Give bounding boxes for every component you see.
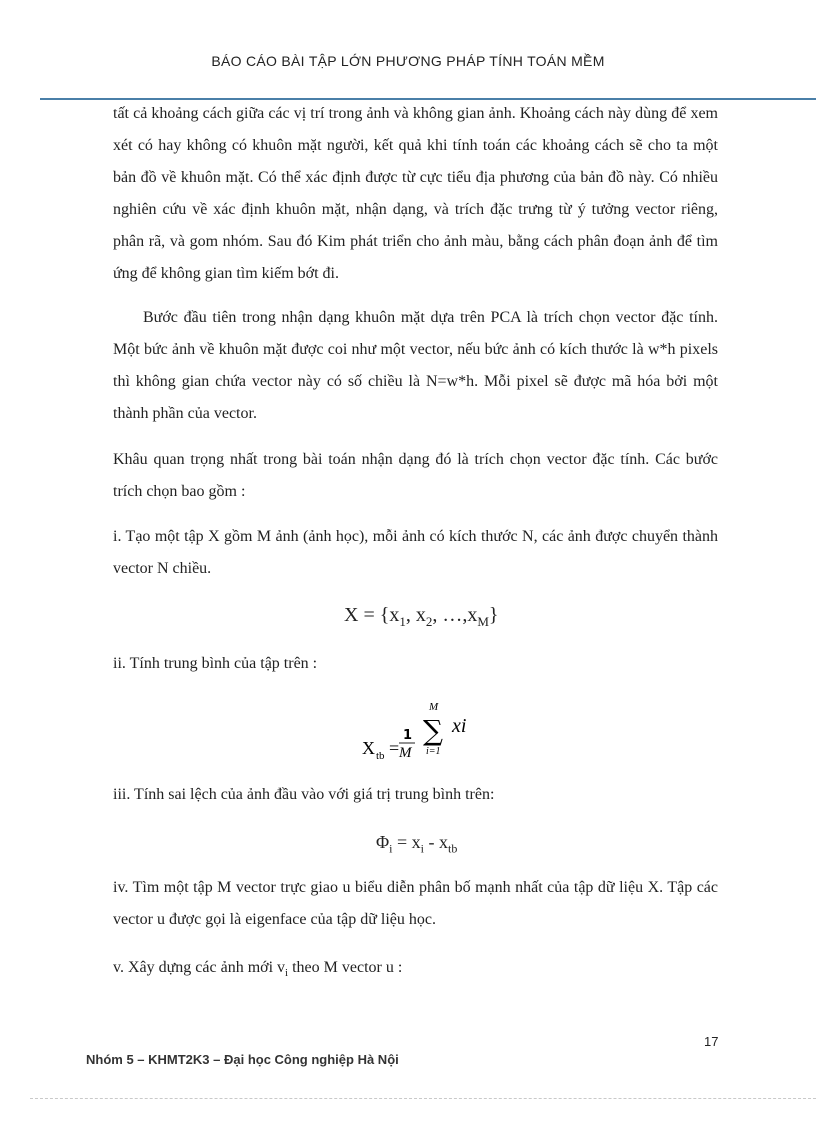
- paragraph-distance-map: tất cả khoảng cách giữa các vị trí trong ảnh và không gian ảnh. Khoảng cách này dùng để xem xét có hay không có khuôn mặt người, kết quả khi tính toán các khoảng cách sẽ cho ta một bản đồ về khuôn mặt. Có thể xác định được từ cực tiểu địa phương của bản đồ này. Có nhiều nghiên cứu về xác định khuôn mặt, nhận dạng, và trích đặc trưng từ ý tưởng vector riêng, phân rã, và gom nhóm. Sau đó Kim phát triển cho ảnh màu, bằng cách phân đoạn ảnh để tìm ứng để không gian tìm kiếm bớt đi.: [113, 105, 718, 282]
- page-number: 17: [704, 1034, 719, 1049]
- svg-text:M: M: [399, 745, 412, 761]
- formula-deviation: $\Phi_i = x_i - x_{tb}$: [376, 832, 458, 856]
- svg-text:=: =: [389, 738, 400, 758]
- step-2-text: ii. Tính trung bình của tập trên :: [113, 655, 318, 672]
- svg-text:∑: ∑: [423, 714, 443, 747]
- footer-text: Nhóm 5 – KHMT2K3 – Đại học Công nghiệp Hà Nội: [86, 1052, 399, 1067]
- paragraph-key-step: Khâu quan trọng nhất trong bài toán nhận dạng đó là trích chọn vector đặc tính. Các bước trích chọn bao gồm :: [113, 451, 718, 500]
- step-4-text: iv. Tìm một tập M vector trực giao u biểu diễn phân bố mạnh nhất của tập dữ liệu X. Tập các vector u được gọi là eigenface của tập dữ liệu học.: [113, 879, 718, 928]
- step-3-text: iii. Tính sai lệch của ảnh đầu vào với giá trị trung bình trên:: [113, 786, 495, 803]
- formula-training-set: $X = \{x_1$, $x_2$, $\dots,x_M$}: [344, 604, 499, 629]
- page-header-title: BÁO CÁO BÀI TẬP LỚN PHƯƠNG PHÁP TÍNH TOÁN MỀM: [211, 53, 605, 69]
- svg-text:M: M: [429, 701, 439, 713]
- footer-divider: [30, 1098, 816, 1099]
- svg-text:X: X: [362, 738, 375, 758]
- svg-text:i=1: i=1: [426, 746, 441, 757]
- svg-text:xi: xi: [452, 715, 467, 737]
- paragraph-pca-intro: Bước đầu tiên trong nhận dạng khuôn mặt dựa trên PCA là trích chọn vector đặc tính. Một bức ảnh về khuôn mặt được coi như một vector, nếu bức ảnh có kích thước là w*h pixels thì không gian chứa vector này có số chiều là N=w*h. Mỗi pixel sẽ được mã hóa bởi một thành phần của vector.: [113, 309, 718, 422]
- step-5-text: v. Xây dựng các ảnh mới $v_i$ theo M vector u :: [113, 959, 403, 980]
- svg-text:1: 1: [403, 728, 413, 743]
- formula-mean: [360, 696, 500, 766]
- step-1-text: i. Tạo một tập X gồm M ảnh (ảnh học), mỗi ảnh có kích thước N, các ảnh được chuyển thành vector N chiều.: [113, 528, 718, 577]
- svg-text:tb: tb: [376, 750, 385, 762]
